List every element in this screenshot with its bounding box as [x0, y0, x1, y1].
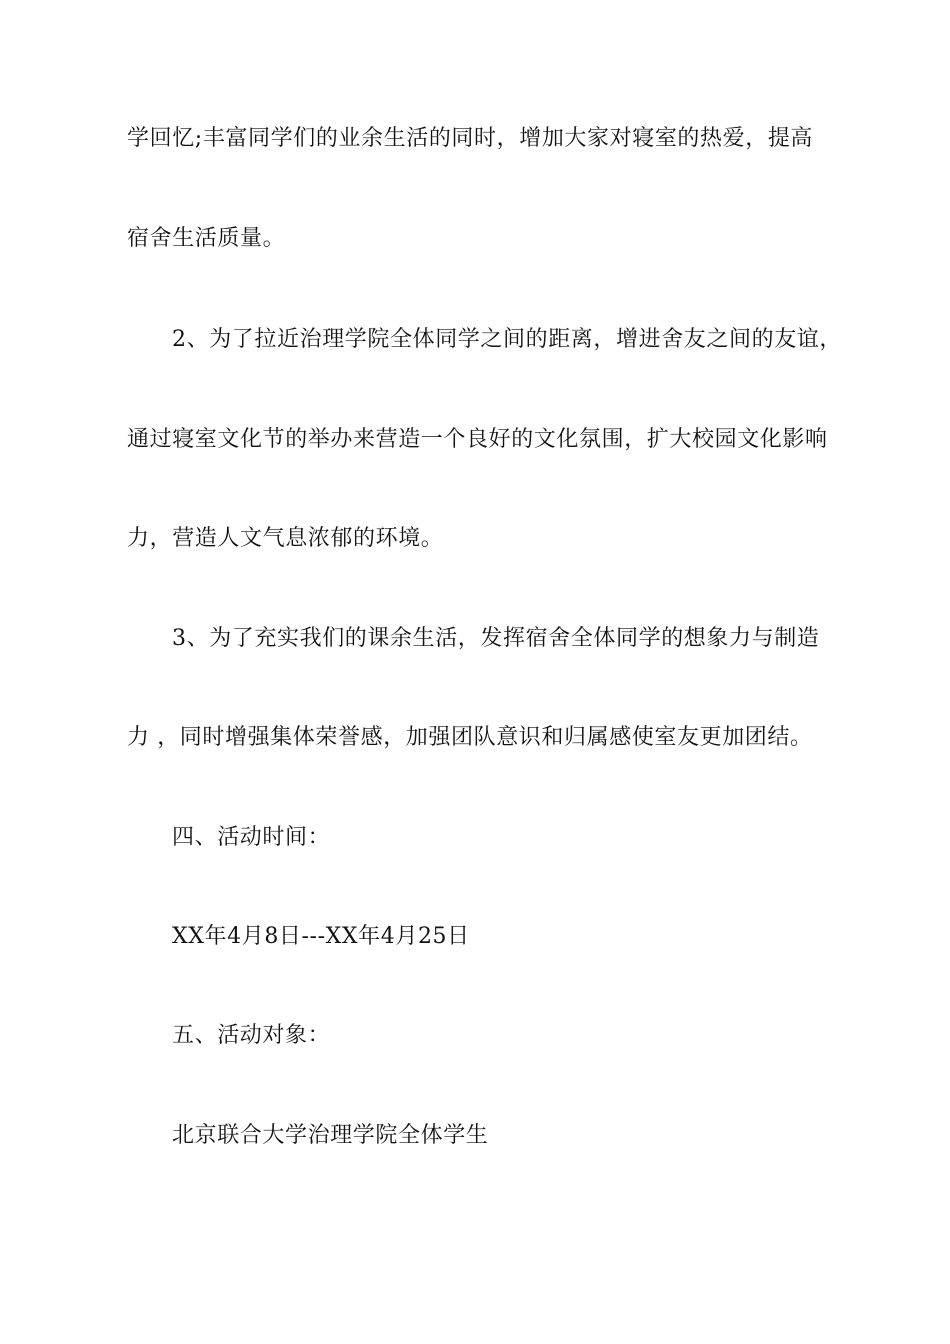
section-heading: 五、活动对象：: [172, 1023, 331, 1048]
section-heading: 四、活动时间：: [172, 825, 331, 850]
paragraph-line: 通过寝室文化节的举办来营造一个良好的文化氛围，扩大校园文化影响: [127, 427, 828, 452]
paragraph-line: 力 ，同时增强集体荣誉感，加强团队意识和归属感使室友更加团结。: [127, 725, 813, 750]
paragraph-line: 力，营造人文气息浓郁的环境。: [127, 526, 444, 551]
activity-time: XX年4月8日---XX年4月25日: [172, 924, 470, 949]
activity-target: 北京联合大学治理学院全体学生: [172, 1123, 489, 1148]
paragraph-line: 2、为了拉近治理学院全体同学之间的距离，增进舍友之间的友谊，: [172, 327, 842, 352]
paragraph-line: 3、为了充实我们的课余生活，发挥宿舍全体同学的想象力与制造: [172, 626, 820, 651]
paragraph-line: 宿舍生活质量。: [127, 226, 286, 251]
paragraph-line: 学回忆;丰富同学们的业余生活的同时，增加大家对寝室的热爱，提高: [127, 126, 814, 151]
